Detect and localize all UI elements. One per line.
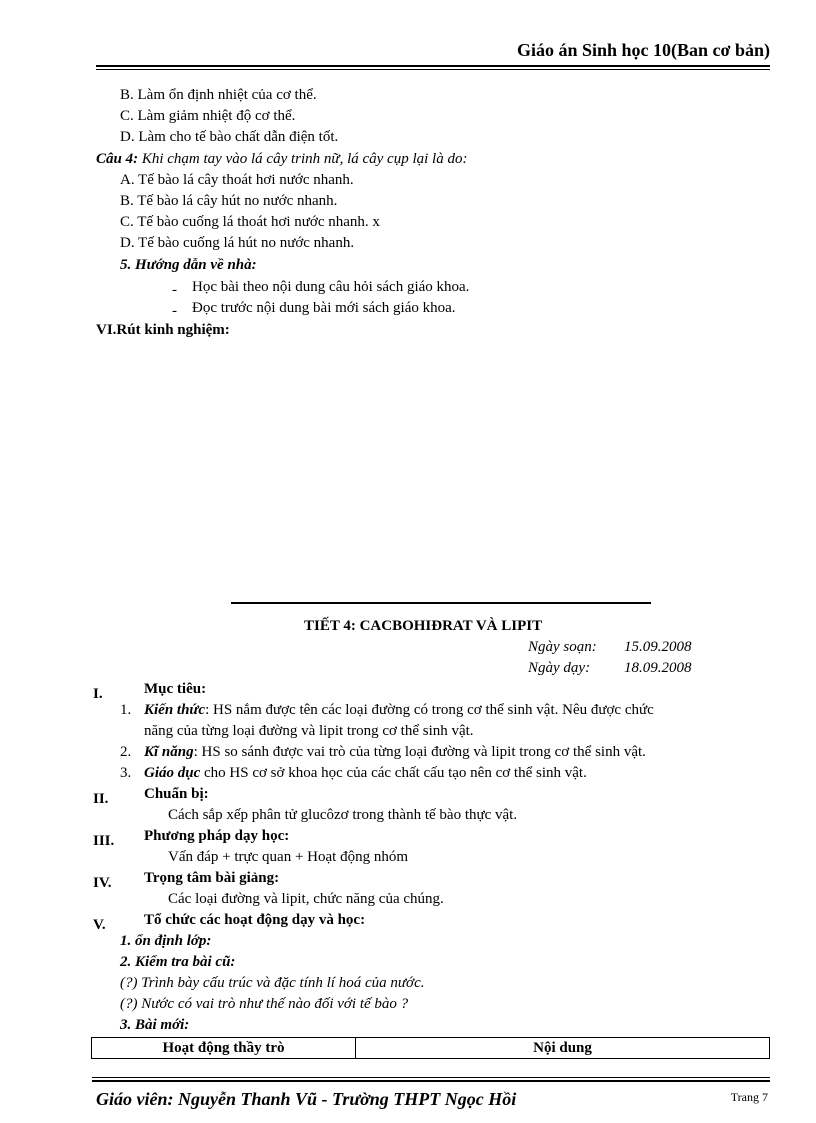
homework-heading: 5. Hướng dẫn về nhà: bbox=[120, 257, 257, 273]
objective-1-continued: năng của từng loại đường và lipit trong cơ thể sinh vật. bbox=[144, 723, 474, 739]
page-header-title: Giáo án Sinh học 10(Ban cơ bản) bbox=[516, 40, 770, 60]
objective-2-text: : HS so sánh được vai trò của từng loại đường và lipit trong cơ thể sinh vật. bbox=[193, 744, 646, 760]
footer-rule-thin bbox=[92, 1077, 770, 1078]
objective-3-text: cho HS cơ sở khoa học của các chất cấu tạo nên cơ thể sinh vật. bbox=[200, 765, 587, 781]
footer-author: Giáo viên: Nguyễn Thanh Vũ - Trường THPT Ngọc Hồi bbox=[96, 1089, 517, 1109]
date-prep-value: 15.09.2008 bbox=[624, 639, 692, 655]
section-2-number: II. bbox=[93, 791, 109, 807]
option-d-prev: D. Làm cho tế bào chất dẫn điện tốt. bbox=[120, 129, 339, 145]
section-1-title: Mục tiêu: bbox=[144, 681, 207, 697]
step-1: 1. ổn định lớp: bbox=[120, 933, 212, 949]
q4-option-a: A. Tế bào lá cây thoát hơi nước nhanh. bbox=[120, 172, 354, 188]
date-prep-label: Ngày soạn: bbox=[528, 639, 597, 655]
table-header-content: Nội dung bbox=[533, 1040, 592, 1056]
section-3-number: III. bbox=[93, 833, 115, 849]
section-1-number: I. bbox=[93, 686, 103, 702]
date-teach-value: 18.09.2008 bbox=[624, 660, 692, 676]
objective-3 bbox=[144, 763, 587, 784]
review-question-1: (?) Trình bày cấu trúc và đặc tính lí hoá của nước. bbox=[120, 975, 425, 991]
section-3-text: Vấn đáp + trực quan + Hoạt động nhóm bbox=[168, 849, 408, 865]
header-rule-thick bbox=[96, 65, 770, 67]
footer-page-number: Trang 7 bbox=[730, 1090, 768, 1104]
question-4-label: Câu 4: bbox=[96, 151, 139, 167]
lesson-divider bbox=[231, 602, 651, 604]
homework-item-1: Học bài theo nội dung câu hỏi sách giáo khoa. bbox=[192, 279, 470, 295]
objective-2-number: 2. bbox=[120, 744, 132, 760]
question-4-text: Khi chạm tay vào lá cây trinh nữ, lá cây cụp lại là do: bbox=[138, 151, 468, 167]
homework-item-2: Đọc trước nội dung bài mới sách giáo khoa. bbox=[192, 300, 456, 316]
date-teach-label: Ngày dạy: bbox=[528, 660, 591, 676]
footer-rule-thick bbox=[92, 1080, 770, 1082]
objective-3-label: Giáo dục bbox=[144, 765, 201, 781]
section-5-number: V. bbox=[93, 917, 106, 933]
homework-bullet-1: - bbox=[172, 282, 177, 298]
question-4 bbox=[96, 149, 467, 170]
lesson-title: TIẾT 4: CACBOHIĐRAT VÀ LIPIT bbox=[304, 618, 543, 634]
objective-3-number: 3. bbox=[120, 765, 132, 781]
experience-heading: VI.Rút kinh nghiệm: bbox=[96, 322, 230, 338]
q4-option-c: C. Tế bào cuống lá thoát hơi nước nhanh. x bbox=[120, 214, 380, 230]
q4-option-b: B. Tế bào lá cây hút no nước nhanh. bbox=[120, 193, 338, 209]
objective-1-text: : HS nắm được tên các loại đường có trong cơ thể sinh vật. Nêu được chức bbox=[205, 702, 654, 718]
section-4-text: Các loại đường và lipit, chức năng của chúng. bbox=[168, 891, 444, 907]
activities-table bbox=[91, 1037, 770, 1059]
q4-option-d: D. Tế bào cuống lá hút no nước nhanh. bbox=[120, 235, 355, 251]
option-b-prev: B. Làm ổn định nhiệt của cơ thể. bbox=[120, 87, 317, 103]
objective-1-label: Kiến thức bbox=[144, 702, 206, 718]
step-3: 3. Bài mới: bbox=[120, 1017, 190, 1033]
section-5-title: Tổ chức các hoạt động dạy và học: bbox=[144, 912, 366, 928]
section-2-text: Cách sắp xếp phân tử glucôzơ trong thành tế bào thực vật. bbox=[168, 807, 518, 823]
section-3-title: Phương pháp dạy học: bbox=[144, 828, 290, 844]
objective-2 bbox=[144, 742, 646, 763]
section-2-title: Chuẩn bị: bbox=[144, 786, 209, 802]
objective-1 bbox=[144, 700, 654, 721]
table-header-activities: Hoạt động thầy trò bbox=[92, 1038, 356, 1058]
option-c-prev: C. Làm giảm nhiệt độ cơ thể. bbox=[120, 108, 296, 124]
section-4-number: IV. bbox=[93, 875, 112, 891]
review-question-2: (?) Nước có vai trò như thế nào đối với tế bào ? bbox=[120, 996, 409, 1012]
objective-2-label: Kĩ năng bbox=[144, 744, 194, 760]
objective-1-number: 1. bbox=[120, 702, 132, 718]
step-2: 2. Kiểm tra bài cũ: bbox=[120, 954, 236, 970]
homework-bullet-2: - bbox=[172, 303, 177, 319]
section-4-title: Trọng tâm bài giảng: bbox=[144, 870, 280, 886]
header-rule-thin bbox=[96, 69, 770, 70]
